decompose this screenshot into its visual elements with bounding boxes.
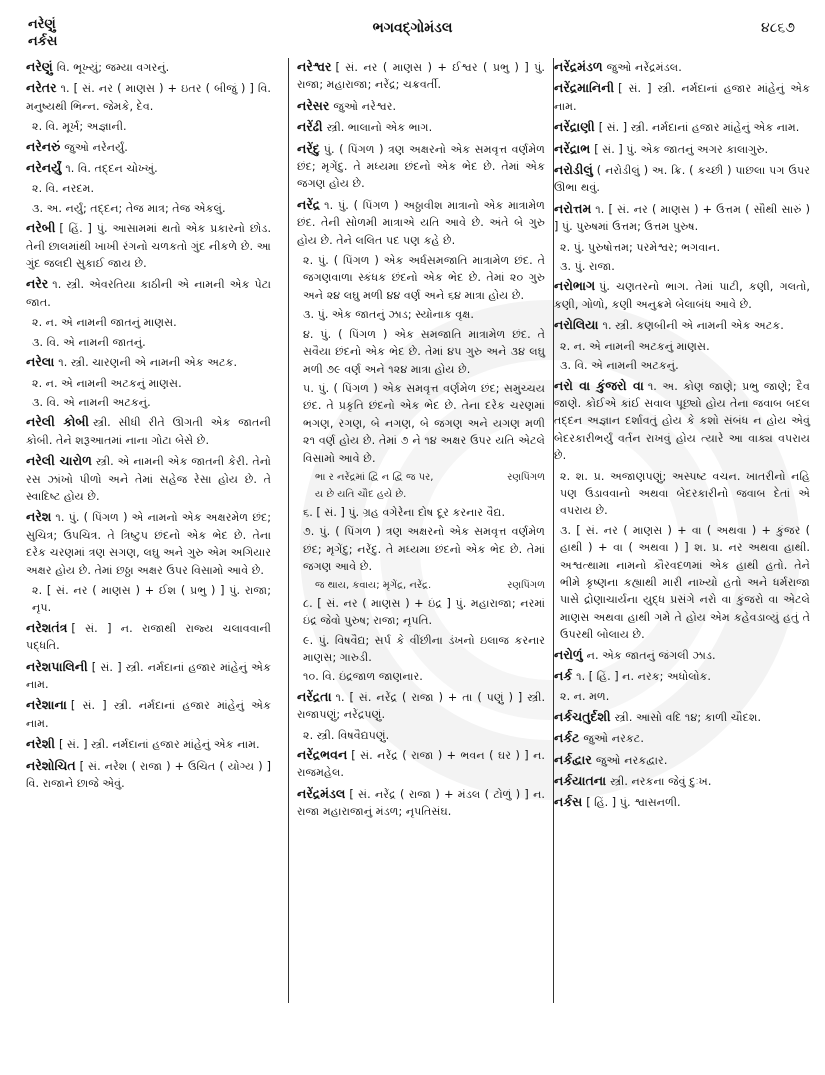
citation-line: ભા ર નરેંદ્રમાં દ્વિ ન દ્વિ જ પર, <box>315 471 434 483</box>
sub-sense: ૧૦. વિ. ઇંદ્રજાળ જાણનાર. <box>303 670 423 684</box>
definition: સ્ત્રી. આસો વદિ ૧૪; કાળી ચૌદશ. <box>614 710 762 724</box>
entry-line <box>297 196 545 249</box>
headword: નરેનરું <box>26 138 61 154</box>
entry-line <box>554 751 810 769</box>
entry-line <box>297 118 545 136</box>
page-number: ૪૮૬૭ <box>761 20 795 36</box>
definition: [ સં. નરેંદ્ર ( રાજા ) + ભવન ( ઘર ) ] ન. રાજમહેલ. <box>297 749 545 780</box>
definition: પું. ચણતરનો ભાગ. તેમાં પાટી, કણી, ગલતો, કણી, ગોળો, કણી અનુક્રમે બેલાબંધ આવે છે. <box>554 280 810 311</box>
dictionary-entry <box>26 619 271 655</box>
headword: નરેલા <box>26 354 55 370</box>
dictionary-entry <box>554 140 810 158</box>
definition: જુઓ નરેશ્વર. <box>333 99 397 113</box>
headword: નરેતર <box>26 80 57 96</box>
dictionary-entry <box>26 353 271 411</box>
dictionary-entry <box>297 785 545 821</box>
dictionary-entry <box>554 708 810 726</box>
dictionary-entry <box>26 413 271 449</box>
entry-line <box>554 708 810 726</box>
dictionary-entry <box>554 772 810 790</box>
sub-sense: ૯. પું. વિષવૈદ્ય; સર્પ કે વીંછીના ડંખનો ઇલાજ કરનાર માણસ; ગારુડી. <box>303 633 545 664</box>
headword: નર્કદ્વાર <box>554 751 592 767</box>
headword: નરેંદ્ર <box>297 196 321 212</box>
entry-line <box>297 97 545 115</box>
citation-line: જ થાય, કવાય; મૃગેંદ્ર, નરેંદ્ર. <box>315 580 432 592</box>
definition: સ્ત્રી. નરકના જેવું દુઃખ. <box>610 775 712 789</box>
definition: ૧. સ્ત્રી. એવરતિયા કાઠીની એ નામની એક પેટા જાત. <box>26 278 271 309</box>
entry-line <box>26 735 271 753</box>
entry-line <box>297 746 545 782</box>
definition: ૧. અ. કોણ જાણે; પ્રભુ જાણે; દૈવ જાણે. કોઈએ કાંઈ સવાલ પૂછ્યો હોય તેના જવાબ બદલ તદ્દન અજ્ઞાન દર્શાવતું હોય કે કશો સંબંધ ન હોય એવું બેદરકારીભર્યું વર્તન રાખવું હોય ત્યારે આ વાક્ય વપરાય છે. <box>554 379 810 463</box>
citation-source: રણપિંગળ <box>507 580 545 592</box>
definition: [ સં. ] સ્ત્રી. નર્મદાનાં હજાર માંહેનું એક નામ. <box>59 738 260 752</box>
entry-line <box>554 793 810 811</box>
entry-line <box>26 619 271 655</box>
definition: ૧. [ સં. નર ( માણસ ) + ઉત્તમ ( સૌથી સારું ) ] પું. પુરુષમાં ઉત્તમ; ઉત્તમ પુરુષ. <box>554 202 810 234</box>
guide-word-first: નરેણું <box>28 17 56 32</box>
definition: [ સં. નર ( માણસ ) + ઈશ્વર ( પ્રભુ ) ] પું. રાજા; મહારાજા; નરેંદ્ર; ચક્રવર્તી. <box>297 61 545 92</box>
citation-line: ય છે યતિ ચૌદ હયે છે. <box>315 489 407 501</box>
dictionary-entry <box>26 658 271 694</box>
dictionary-entry <box>26 757 271 793</box>
definition: [ સં. ] સ્ત્રી. નર્મદાનાં હજાર માંહેનું એક નામ. <box>26 699 271 730</box>
headword: નરેશોચિત <box>26 757 76 773</box>
sub-sense: ૩. પું. એક જાતનું ઝાડ; સ્યોનાક વૃક્ષ. <box>303 308 474 322</box>
entry-line <box>26 757 271 793</box>
headword: નરેશાના <box>26 697 67 713</box>
definition: સ્ત્રી. એ નામની એક જાતની કેરી. તેનો રસ ઝાંખો પીળો અને તેમાં સહેજ રેસા હોય છે. તે સ્વાદિષ્ટ હોય છે. <box>26 455 271 503</box>
entry-line <box>26 275 271 311</box>
page-title: ભગવદ્ગોમંડલ <box>372 20 453 36</box>
headword: નરો વા કુંજરો વા <box>554 377 644 393</box>
dictionary-entry <box>26 138 271 156</box>
entry-line <box>554 140 810 158</box>
citation-source: રણપિંગળ <box>507 471 545 483</box>
dictionary-entry <box>554 79 810 115</box>
entry-line <box>26 159 271 177</box>
headword: નર્કયાતના <box>554 773 607 789</box>
entry-line <box>554 58 810 76</box>
entry-line <box>26 658 271 694</box>
headword: નરોડીલું <box>554 162 593 178</box>
headword: નરેંદુ <box>297 140 320 156</box>
headword: નરેબી <box>26 220 56 236</box>
headword: નરેનર્યું <box>26 160 62 176</box>
headword: નર્કસ <box>554 794 583 810</box>
entry-line <box>554 277 810 313</box>
headword: નર્ક <box>554 668 573 683</box>
definition: જુઓ નરકદ્વાર. <box>595 753 668 767</box>
sub-sense: ૩. વિ. એ નામની અટકનું. <box>32 395 151 409</box>
definition: [ સં. ] ન. રાજાથી રાજ્ય ચલાવવાની પદ્ધતિ. <box>26 621 271 653</box>
dictionary-entry <box>297 688 545 744</box>
sub-sense: ૪. પું. ( પિંગળ ) એક સમજાતિ માત્રામેળ છંદ. તે સવૈયા છંદનો એક ભેદ છે. તેમાં ૪૫ ગુરુ અને ૩૪ લઘુ મળી ૭૯ વર્ણ અને ૧૨૪ માત્રા હોય છે. <box>303 327 545 376</box>
sub-sense: ૨. સ્ત્રી. વિષવૈદ્યપણું. <box>303 728 390 742</box>
dictionary-entry <box>554 277 810 313</box>
headword: નરેંદ્રાણી <box>554 119 595 135</box>
headword: નરોળું <box>554 646 583 662</box>
sub-sense: ૨. વિ. મૂર્ખ; અજ્ઞાની. <box>32 120 127 134</box>
definition: ( નરોડીલું ) અ. ક્રિ. ( કચ્છી ) પાછલા પગ ઉપર ઊભા થવું. <box>554 164 810 195</box>
sub-sense: ૨. પું. પુરુષોત્તમ; પરમેશ્વર; ભગવાન. <box>560 240 721 254</box>
citation <box>315 469 545 504</box>
dictionary-entry <box>26 275 271 351</box>
headword: નરેણું <box>26 59 53 74</box>
dictionary-entry <box>554 161 810 197</box>
dictionary-entry <box>297 118 545 136</box>
sub-sense: ૫. પું. ( પિંગળ ) એક સમવૃત્ત વર્ણમેળ છંદ; સમુચ્ચય છંદ. તે પ્રકૃતિ છંદનો એક ભેદ છે. તેના દરેક ચરણમાં ભગણ, રગણ, બે નગણ, બે જગણ અને યગણ મળી ૨૧ વર્ણ હોય છે. તેમાં ૭ ને ૧૪ અક્ષર ઉપર યતિ એટલે વિસામો આવે છે. <box>303 381 545 465</box>
definition: ન. એક જાતનું જંગલી ઝાડ. <box>586 648 716 662</box>
definition: સ્ત્રી. સીધી રીતે ઊગતી એક જાતની કોબી. તેને શરૂઆતમાં નાના ગોટા બેસે છે. <box>26 416 271 447</box>
dictionary-entry <box>26 452 271 505</box>
sub-sense: ૨. ન. એ નામની અટકનું માણસ. <box>32 376 182 390</box>
sub-sense: ૮. [ સં. નર ( માણસ ) + ઇંદ્ર ] પું. મહારાજા; નરમાં ઇંદ્ર જેવો પુરુષ; રાજા; નૃપતિ. <box>303 596 545 628</box>
entry-line <box>26 353 271 371</box>
headword: નરેસર <box>297 97 330 113</box>
dictionary-columns <box>26 58 810 1068</box>
dictionary-entry <box>554 377 810 644</box>
sub-sense: ૩. અ. નર્યું; તદ્દન; તેજ માત્ર; તેજ એકલું. <box>32 201 226 215</box>
headword: નરેંદ્રમાનિની <box>554 80 615 96</box>
headword: નરેંદ્રમંડલ <box>297 785 346 801</box>
headword: નરોત્તમ <box>554 200 592 216</box>
dictionary-entry <box>26 58 271 76</box>
dictionary-entry <box>26 508 271 616</box>
dictionary-entry <box>297 58 545 94</box>
dictionary-entry <box>297 97 545 115</box>
dictionary-entry <box>26 219 271 272</box>
headword: નરેર <box>26 276 49 292</box>
definition: ૧. પું. ( પિંગળ ) એ નામનો એક અક્ષરમેળ છંદ; સુચિત્ર; ઉપચિત્ર. તે ત્રિષ્ટુપ છંદનો એક ભેદ છે. તેના દરેક ચરણમાં ત્રણ સગણ, લઘુ અને ગુરુ એમ અગિયાર અક્ષર હોય છે. તેમાં છઠ્ઠા અક્ષર ઉપર વિસામો આવે છે. <box>26 511 271 577</box>
sub-sense: ૨. શ. પ્ર. અજાણપણું; અસ્પષ્ટ વચન. ખાતરીનો નહિ પણ ઉડાવવાનો અથવા બેદરકારીનો જવાબ દેતાં એ વપરાય છે. <box>560 469 810 518</box>
headword: નર્કટ <box>554 730 580 746</box>
entry-line <box>554 667 810 685</box>
dictionary-entry <box>554 118 810 136</box>
sub-sense: ૭. પું. ( પિંગળ ) ત્રણ અક્ષરનો એક સમવૃત્ત વર્ણમેળ છંદ; મૃગેંદુ; નરેંદુ. તે મધ્યમા છંદનો એક ભેદ છે. તેમાં જગણ આવે છે. <box>303 525 545 573</box>
definition: [ સં. ] સ્ત્રી. નર્મદાનાં હજાર માંહેનું એક નામ. <box>598 121 800 135</box>
headword: નરેશી <box>26 736 55 752</box>
entry-line <box>554 200 810 236</box>
dictionary-entry <box>26 696 271 732</box>
entry-line <box>26 219 271 272</box>
definition: જુઓ નરકટ. <box>583 732 644 746</box>
entry-line <box>297 140 545 193</box>
headword: નરેશ્વર <box>297 59 332 74</box>
definition: [ સં. ] પું. એક જાતનું અગર કાલાગુરુ. <box>594 142 769 156</box>
sub-sense: ૬. [ સં. ] પું. ગ્રહ વગેરેના દોષ દૂર કરનાર વૈદ્ય. <box>303 505 506 519</box>
entry-line <box>26 696 271 732</box>
entry-line <box>297 785 545 821</box>
column-2 <box>288 58 554 1003</box>
entry-line <box>554 729 810 747</box>
dictionary-entry <box>554 646 810 664</box>
headword: નરેંઢી <box>297 119 323 135</box>
headword: નરેંદ્રાભ <box>554 140 591 156</box>
definition: ૧. પું. ( પિંગળ ) અઠ્ઠાવીશ માત્રાનો એક માત્રામેળ છંદ. તેની સોળમી માત્રાએ યતિ આવે છે. અંતે બે ગુરુ હોય છે. તેને લલિત પદ પણ કહે છે. <box>297 198 545 247</box>
headword: નરેલી કોબી <box>26 414 89 430</box>
entry-line <box>26 508 271 579</box>
page-header <box>0 14 825 54</box>
dictionary-entry <box>297 746 545 782</box>
headword: નરોલિયા <box>554 317 599 333</box>
definition: ૧. વિ. તદ્દન ચોખ્ખું. <box>65 162 158 176</box>
dictionary-entry <box>554 793 810 811</box>
entry-line <box>554 772 810 790</box>
definition: ૧. [ હિં. ] ન. નરક; અધોલોક. <box>576 670 711 683</box>
entry-line <box>297 58 545 94</box>
headword: નરેંદ્રભવન <box>297 747 348 763</box>
entry-line <box>554 79 810 115</box>
dictionary-entry <box>554 751 810 769</box>
entry-line <box>26 58 271 76</box>
column-1 <box>26 58 271 1068</box>
headword: નરોભાગ <box>554 278 596 294</box>
sub-sense: ૩. વિ. એ નામની અટકનું. <box>560 359 679 373</box>
sub-sense: ૨. ન. એ નામની જાતનું માણસ. <box>32 316 177 330</box>
dictionary-entry <box>554 200 810 276</box>
dictionary-entry <box>26 159 271 217</box>
sub-sense: ૨. વિ. નરદમ. <box>32 182 95 196</box>
entry-line <box>554 646 810 664</box>
dictionary-entry <box>26 79 271 135</box>
headword: નરેંદ્રમંડળ <box>554 59 603 74</box>
entry-line <box>554 118 810 136</box>
headword: નરેશપાલિની <box>26 658 88 674</box>
sub-sense: ૨. ન. એ નામની અટકનું માણસ. <box>560 339 710 353</box>
headword: નર્કચતુર્દશી <box>554 708 611 724</box>
definition: વિ. ભૂખ્યું; જમ્યા વગરનું. <box>56 61 170 74</box>
headword: નરેશ <box>26 509 52 525</box>
sub-sense: ૩. વિ. એ નામની જાતનું. <box>32 335 146 349</box>
sub-sense: ૨. [ સં. નર ( માણસ ) + ઈશ ( પ્રભુ ) ] પું. રાજા; નૃપ. <box>32 583 271 615</box>
entry-line <box>26 138 271 156</box>
dictionary-entry <box>297 140 545 193</box>
headword: નરેંદ્રતા <box>297 688 332 704</box>
entry-line <box>554 377 810 465</box>
definition: ૧. [ સં. નરેંદ્ર ( રાજા ) + તા ( પણું ) ] સ્ત્રી. રાજાપણું; નરેંદ્રપણું. <box>297 690 545 722</box>
headword: નરેશતંત્ર <box>26 619 68 635</box>
definition: જુઓ નરેનર્યું. <box>64 140 128 154</box>
definition: ૧. [ સં. નર ( માણસ ) + ઇતર ( બીજું ) ] વિ. મનુષ્યથી ભિન્ન. જેમકે, દેવ. <box>26 82 271 113</box>
definition: ૧. સ્ત્રી. કણબીની એ નામની એક અટક. <box>602 319 784 333</box>
dictionary-entry <box>554 316 810 374</box>
definition: જુઓ નરેંદ્રમંડલ. <box>606 61 682 74</box>
sub-sense: ૨. પું. ( પિંગળ ) એક અર્ધસમજાતિ માત્રામેળ છંદ. તે જગણવાળા સ્કંધક છંદનો એક ભેદ છે. તેમાં ૨૦ ગુરુ અને ૨૪ લઘુ મળી ૪૪ વર્ણ અને ૬૪ માત્રા હોય છે. <box>303 254 545 302</box>
definition: [ સં. નરેશ ( રાજા ) + ઉચિત ( યોગ્ય ) ] વિ. રાજાને છાજે એવું. <box>26 759 271 791</box>
definition: ૧. સ્ત્રી. ચારણની એ નામની એક અટક. <box>58 356 237 370</box>
definition: [ સં. ] સ્ત્રી. નર્મદાનાં હજાર માંહેનું એક નામ. <box>554 82 810 113</box>
dictionary-entry <box>554 58 810 76</box>
entry-line <box>26 79 271 115</box>
entry-line <box>554 316 810 334</box>
entry-line <box>297 688 545 724</box>
dictionary-entry <box>554 667 810 706</box>
entry-line <box>554 161 810 197</box>
definition: [ હિં. ] પું. શ્વાસનળી. <box>586 796 681 810</box>
sub-sense: ૩. [ સં. નર ( માણસ ) + વા ( અથવા ) + કુંજર ( હાથી ) + વા ( અથવા ) ] શ. પ્ર. નર અથવા હાથી. અશ્વત્થામા નામનો કૌરવદળમાં એક હાથી હતો. તેને ભીમે કૃષ્ણના કહ્યાથી મારી નાખ્યો હતો અને ધર્મરાજા પાસે દ્રોણાચાર્યના યુદ્ધ પ્રસંગે નરો વા કુંજરો વા એટલે માણસ અથવા હાથી ગમે તે હોય એમ કહેવડાવ્યું હતું તે ઉપરથી બોલાય છે. <box>560 523 810 642</box>
column-3 <box>554 58 810 1068</box>
dictionary-entry <box>26 735 271 753</box>
guide-word-last: નર્કસ <box>28 34 58 49</box>
definition: [ હિં. ] પું. આસામમાં થતો એક પ્રકારનો છોડ. તેની છાલમાંથી ખાખી રંગનો ચળકતો ગુંદ નીકળે છે. આ ગુંદ જલદી સુકાઈ જાય છે. <box>26 222 271 271</box>
sub-sense: ૩. પું. રાજા. <box>560 260 615 274</box>
definition: સ્ત્રી. ભાલાનો એક ભાગ. <box>326 121 433 135</box>
citation <box>315 577 545 594</box>
dictionary-entry <box>554 729 810 747</box>
sub-sense: ૨. ન. મળ. <box>560 690 610 704</box>
definition: [ સં. ] સ્ત્રી. નર્મદાનાં હજાર માંહેનું એક નામ. <box>26 660 271 691</box>
entry-line <box>26 452 271 505</box>
headword: નરેલી ચારોળ <box>26 453 92 469</box>
dictionary-entry <box>297 196 545 686</box>
definition: પું. ( પિંગળ ) ત્રણ અક્ષરનો એક સમવૃત્ત વર્ણમેળ છંદ; મૃગેંદુ. તે મધ્યમા છંદનો એક ભેદ છે. તેમાં એક જગણ હોય છે. <box>297 142 545 191</box>
definition: [ સં. નરેંદ્ર ( રાજા ) + મંડલ ( ટોળું ) ] ન. રાજા મહારાજાનું મંડળ; નૃપતિસંઘ. <box>297 787 545 819</box>
entry-line <box>26 413 271 449</box>
